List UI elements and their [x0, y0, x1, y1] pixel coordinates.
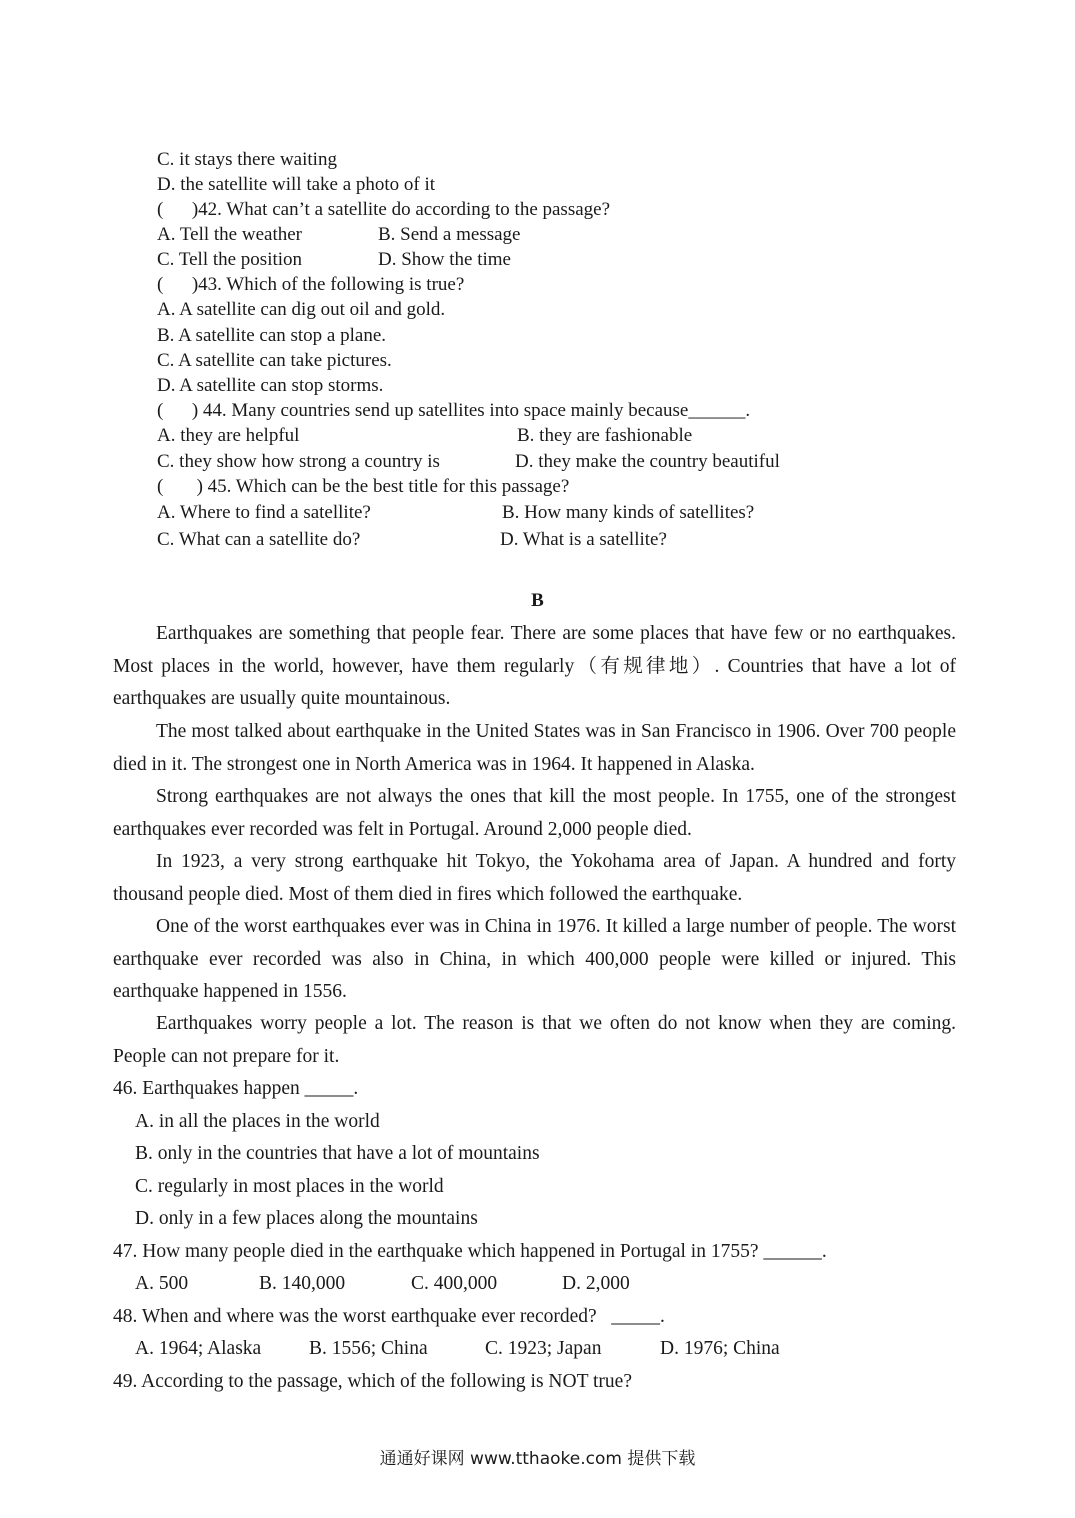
q46-option-c: C. regularly in most places in the world [135, 1176, 444, 1197]
q47-option-d: D. 2,000 [562, 1273, 630, 1294]
q48-option-d: D. 1976; China [660, 1338, 780, 1359]
passage-paragraph-6: Earthquakes worry people a lot. The reason is that we often do not know when they are coming. People can not prepare for it. [113, 1013, 956, 1067]
q45-option-c: C. What can a satellite do? [157, 529, 361, 550]
q46-option-a: A. in all the places in the world [135, 1111, 380, 1132]
q41-option-d: D. the satellite will take a photo of it [157, 174, 436, 195]
q45-option-b: B. How many kinds of satellites? [502, 502, 755, 523]
q43-option-c: C. A satellite can take pictures. [157, 350, 392, 371]
q44-option-a: A. they are helpful [157, 425, 300, 446]
q42-question: ( )42. What can’t a satellite do according to the passage? [157, 199, 611, 220]
q42-option-a: A. Tell the weather [157, 224, 302, 245]
q44-option-c: C. they show how strong a country is [157, 451, 440, 472]
q43-option-d: D. A satellite can stop storms. [157, 375, 384, 396]
q47-option-c: C. 400,000 [411, 1273, 498, 1294]
q45-question: ( ) 45. Which can be the best title for this passage? [157, 476, 570, 497]
q47-option-b: B. 140,000 [259, 1273, 346, 1294]
q44-option-b: B. they are fashionable [517, 425, 693, 446]
q44-option-d: D. they make the country beautiful [515, 451, 780, 472]
passage-paragraph-3: Strong earthquakes are not always the ones that kill the most people. In 1755, one of the strongest earthquakes ever recorded was felt in Portugal. Around 2,000 people died. [113, 786, 956, 840]
q43-option-b: B. A satellite can stop a plane. [157, 325, 387, 346]
q42-option-d: D. Show the time [378, 249, 511, 270]
q48-option-b: B. 1556; China [309, 1338, 428, 1359]
passage-paragraph-1: Earthquakes are something that people fear. There are some places that have few or no earthquakes. Most places in the world, however, have them regularly（有规律地）. Countries that have a lot of earthquakes are usually quite mountainous. [113, 623, 956, 709]
q43-question: ( )43. Which of the following is true? [157, 274, 465, 295]
q44-question: ( ) 44. Many countries send up satellites into space mainly because______. [157, 400, 751, 421]
q47-question: 47. How many people died in the earthquake which happened in Portugal in 1755? ______. [113, 1241, 827, 1262]
section-heading: B [531, 590, 544, 611]
q48-question: 48. When and where was the worst earthquake ever recorded? _____. [113, 1306, 665, 1327]
q47-option-a: A. 500 [135, 1273, 189, 1294]
q41-option-c: C. it stays there waiting [157, 149, 337, 170]
passage-paragraph-2: The most talked about earthquake in the United States was in San Francisco in 1906. Over 700 people died in it. The strongest one in North America was in 1964. It happened in Alaska. [113, 721, 956, 775]
passage-paragraph-4: In 1923, a very strong earthquake hit Tokyo, the Yokohama area of Japan. A hundred and forty thousand people died. Most of them died in fires which followed the earthquake. [113, 851, 956, 905]
q43-option-a: A. A satellite can dig out oil and gold. [157, 299, 446, 320]
q42-option-c: C. Tell the position [157, 249, 303, 270]
q45-option-a: A. Where to find a satellite? [157, 502, 371, 523]
q46-question: 46. Earthquakes happen _____. [113, 1078, 359, 1099]
q46-option-d: D. only in a few places along the mountains [135, 1208, 478, 1229]
page-footer: 通通好课网 www.tthaoke.com 提供下载 [379, 1449, 696, 1469]
q46-option-b: B. only in the countries that have a lot of mountains [135, 1143, 540, 1164]
q49-question: 49. According to the passage, which of the following is NOT true? [113, 1371, 632, 1392]
passage-paragraph-5: One of the worst earthquakes ever was in China in 1976. It killed a large number of people. The worst earthquake ever recorded was also in China, in which 400,000 people were killed or injured. This earthquake happened in 1556. [113, 916, 956, 1002]
q45-option-d: D. What is a satellite? [500, 529, 667, 550]
q42-option-b: B. Send a message [378, 224, 521, 245]
q48-option-c: C. 1923; Japan [485, 1338, 602, 1359]
q48-option-a: A. 1964; Alaska [135, 1338, 262, 1359]
